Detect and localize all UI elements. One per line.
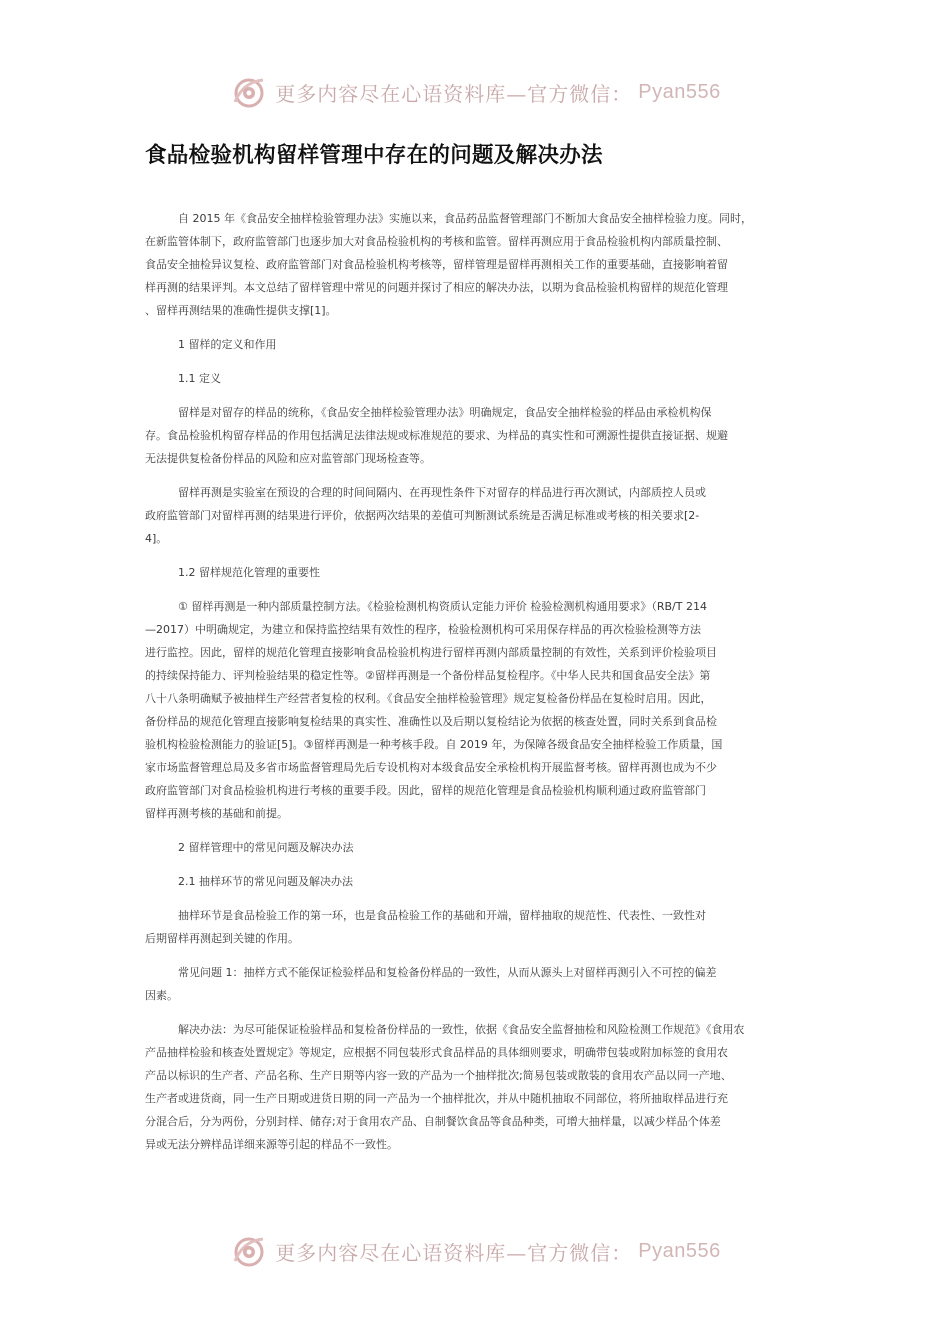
- header-watermark-banner: [0, 72, 950, 116]
- body-paragraph: [145, 595, 815, 825]
- document-body: [145, 207, 815, 1167]
- body-paragraph: [145, 1018, 815, 1156]
- paragraph-line: 异或无法分辨样品详细来源等引起的样品不一致性。: [145, 1138, 398, 1151]
- paragraph-line: 进行监控。因此，留样的规范化管理直接影响食品检验机构进行留样再测内部质量控制的有效性，关系到评价检验项目: [145, 646, 717, 659]
- paragraph-line: 验机构检验检测能力的验证[5]。③留样再测是一种考核手段。自 2019 年，为保障各级食品安全抽样检验工作质量，国: [145, 738, 723, 751]
- paragraph-line: 分混合后，分为两份，分别封样、储存;对于食用农产品、自制餐饮食品等食品种类，可增大抽样量，以减少样品个体差: [145, 1115, 721, 1128]
- paragraph-line: 样再测的结果评判。本文总结了留样管理中常见的问题并探讨了相应的解决办法，以期为食品检验机构留样的规范化管理: [145, 281, 728, 294]
- paragraph-line: 在新监管体制下，政府监管部门也逐步加大对食品检验机构的考核和监管。留样再测应用于食品检验机构内部质量控制、: [145, 235, 728, 248]
- body-paragraph: [145, 904, 815, 950]
- paragraph-line: 政府监管部门对留样再测的结果进行评价，依据两次结果的差值可判断测试系统是否满足标准或考核的相关要求[2-: [145, 509, 700, 522]
- section-heading: 1.1 定义: [178, 372, 221, 385]
- section-heading: 1 留样的定义和作用: [178, 338, 277, 351]
- paragraph-line: 常见问题 1：抽样方式不能保证检验样品和复检备份样品的一致性，从而从源头上对留样再测引入不可控的偏差: [178, 966, 717, 979]
- logo-icon: [229, 72, 269, 112]
- paragraph-line: 后期留样再测起到关键的作用。: [145, 932, 299, 945]
- paragraph-line: 八十八条明确赋予被抽样生产经营者复检的权利。《食品安全抽样检验管理》规定复检备份样品在复检时启用。因此，: [145, 692, 712, 705]
- paragraph-line: 抽样环节是食品检验工作的第一环，也是食品检验工作的基础和开端，留样抽取的规范性、代表性、一致性对: [178, 909, 706, 922]
- paragraph-line: 政府监管部门对食品检验机构进行考核的重要手段。因此，留样的规范化管理是食品检验机构顺利通过政府监管部门: [145, 784, 706, 797]
- paragraph-line: 留样再测考核的基础和前提。: [145, 807, 288, 820]
- paragraph-line: 自 2015 年《食品安全抽样检验管理办法》实施以来，食品药品监督管理部门不断加大食品安全抽样检验力度。同时，: [178, 212, 752, 225]
- paragraph-line: 食品安全抽检异议复检、政府监管部门对食品检验机构考核等，留样管理是留样再测相关工作的重要基础，直接影响着留: [145, 258, 728, 271]
- paragraph-line: 存。食品检验机构留存样品的作用包括满足法律法规或标准规范的要求、为样品的真实性和可溯源性提供直接证据、规避: [145, 429, 728, 442]
- paragraph-line: 的持续保持能力、评判检验结果的稳定性等。②留样再测是一个备份样品复检程序。《中华人民共和国食品安全法》第: [145, 669, 711, 682]
- watermark-wechat-id: Pyan556: [638, 1239, 721, 1262]
- body-paragraph: [145, 481, 815, 550]
- body-paragraph: [145, 401, 815, 470]
- watermark-wechat-id: Pyan556: [638, 80, 721, 103]
- paragraph-line: 家市场监督管理总局及多省市场监督管理局先后专设机构对本级食品安全承检机构开展监督考核。留样再测也成为不少: [145, 761, 717, 774]
- paragraph-line: 留样再测是实验室在预设的合理的时间间隔内、在再现性条件下对留存的样品进行再次测试，内部质控人员或: [178, 486, 706, 499]
- paragraph-line: —2017）中明确规定，为建立和保持监控结果有效性的程序，检验检测机构可采用保存样品的再次检验检测等方法: [145, 623, 701, 636]
- paragraph-line: 留样是对留存的样品的统称，《食品安全抽样检验管理办法》明确规定，食品安全抽样检验的样品由承检机构保: [178, 406, 712, 419]
- section-heading: 2 留样管理中的常见问题及解决办法: [178, 841, 354, 854]
- paragraph-line: 、留样再测结果的准确性提供支撑[1]。: [145, 304, 337, 317]
- paragraph-line: 因素。: [145, 989, 178, 1002]
- paragraph-line: 4]。: [145, 532, 168, 545]
- paragraph-line: ① 留样再测是一种内部质量控制方法。《检验检测机构资质认定能力评价 检验检测机构通用要求》（RB/T 214: [178, 600, 707, 613]
- paragraph-line: 备份样品的规范化管理直接影响复检结果的真实性、准确性以及后期以复检结论为依据的核查处置，同时关系到食品检: [145, 715, 717, 728]
- section-heading: 1.2 留样规范化管理的重要性: [178, 566, 320, 579]
- logo-icon: [229, 1231, 269, 1271]
- body-paragraph: [145, 961, 815, 1007]
- watermark-text: 更多内容尽在心语资料库—官方微信：: [275, 1240, 633, 1265]
- watermark-text: 更多内容尽在心语资料库—官方微信：: [275, 81, 633, 106]
- paragraph-line: 无法提供复检备份样品的风险和应对监管部门现场检查等。: [145, 452, 431, 465]
- footer-watermark-banner: [0, 1231, 950, 1275]
- paragraph-line: 生产者或进货商，同一生产日期或进货日期的同一产品为一个抽样批次，并从中随机抽取不同部位，将所抽取样品进行充: [145, 1092, 728, 1105]
- document-title: 食品检验机构留样管理中存在的问题及解决办法: [145, 143, 603, 168]
- paragraph-line: 解决办法：为尽可能保证检验样品和复检备份样品的一致性，依据《食品安全监督抽检和风险检测工作规范》《食用农: [178, 1023, 745, 1036]
- paragraph-line: 产品以标识的生产者、产品名称、生产日期等内容一致的产品为一个抽样批次;简易包装或散装的食用农产品以同一产地、: [145, 1069, 732, 1082]
- section-heading: 2.1 抽样环节的常见问题及解决办法: [178, 875, 353, 888]
- body-paragraph: [145, 207, 815, 322]
- paragraph-line: 产品抽样检验和核查处置规定》等规定，应根据不同包装形式食品样品的具体细则要求，明确带包装或附加标签的食用农: [145, 1046, 728, 1059]
